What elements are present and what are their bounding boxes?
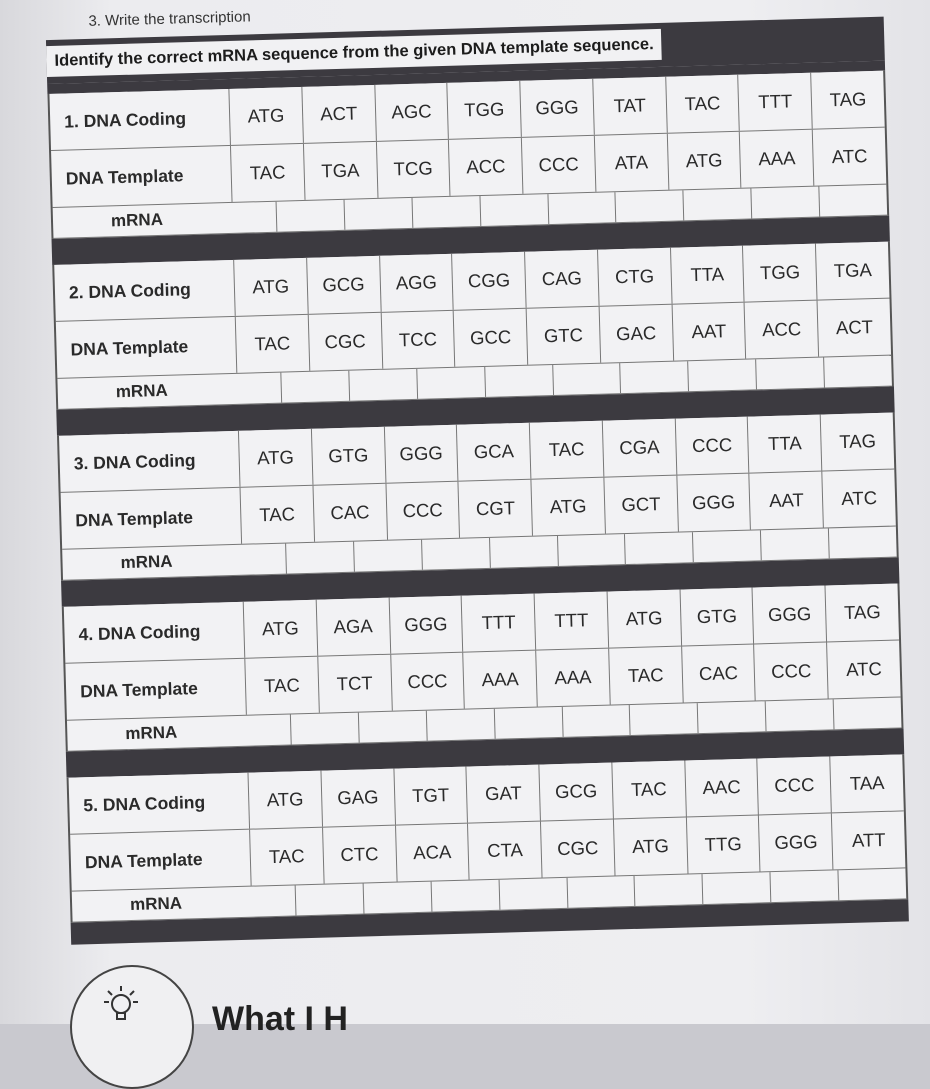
coding-codon: GGG [520, 79, 594, 137]
mrna-answer-cell[interactable] [490, 536, 559, 568]
template-codon: TAC [231, 144, 305, 202]
mrna-answer-cell[interactable] [359, 711, 428, 743]
template-codon: TAC [236, 315, 310, 373]
coding-codon: TGA [833, 259, 873, 282]
mrna-answer-cell[interactable] [485, 365, 554, 397]
mrna-answer-cell[interactable] [698, 701, 767, 733]
template-codon: ATG [532, 478, 606, 536]
coding-codon: TAC [530, 421, 604, 479]
template-codon: AAA [536, 649, 610, 707]
template-codon: AAT [672, 303, 746, 361]
mrna-answer-cell[interactable] [756, 357, 825, 389]
coding-codon: GCA [457, 423, 531, 481]
template-codon: TAC [241, 486, 315, 544]
mrna-answer-cell[interactable] [621, 361, 690, 393]
mrna-answer-cell[interactable] [431, 880, 500, 912]
template-codon: ATC [841, 487, 878, 510]
mrna-answer-cell[interactable] [829, 527, 897, 559]
coding-codon: CAG [525, 250, 599, 308]
template-codon: GTC [527, 307, 601, 365]
coding-codon: TTA [671, 246, 745, 304]
template-codon: CGT [459, 480, 533, 538]
template-row-label: DNA Template [56, 317, 237, 378]
template-codon: ACC [449, 138, 523, 196]
coding-codon: TTT [739, 73, 813, 131]
template-codon: GCC [454, 309, 528, 367]
coding-codon: CGG [452, 252, 526, 310]
coding-codon: GAG [321, 769, 395, 827]
coding-codon: ATG [234, 258, 308, 316]
template-codon: CCC [386, 482, 460, 540]
coding-codon: AGA [316, 598, 390, 656]
mrna-answer-cell[interactable] [824, 356, 892, 388]
template-codon: CCC [391, 653, 465, 711]
mrna-answer-cell[interactable] [494, 707, 563, 739]
mrna-answer-cell[interactable] [630, 703, 699, 735]
template-codon: TCG [376, 140, 450, 198]
sequence-set-3 [57, 413, 899, 581]
template-codon: ACT [835, 316, 874, 339]
mrna-answer-cell[interactable] [761, 528, 830, 560]
mrna-answer-cell[interactable] [277, 200, 346, 232]
mrna-row-label: mRNA [57, 373, 282, 409]
mrna-answer-cell[interactable] [689, 359, 758, 391]
template-codon: TAC [609, 647, 683, 705]
template-codon: CGC [309, 313, 383, 371]
template-codon: CAC [682, 645, 756, 703]
mrna-answer-cell[interactable] [364, 882, 433, 914]
mrna-answer-cell[interactable] [635, 874, 704, 906]
mrna-answer-cell[interactable] [412, 196, 481, 228]
template-codon: CCC [522, 136, 596, 194]
mrna-answer-cell[interactable] [349, 369, 418, 401]
mrna-answer-cell[interactable] [553, 363, 622, 395]
template-codon: CTC [323, 826, 397, 884]
coding-codon: GAT [467, 765, 541, 823]
coding-codon: ATG [248, 771, 322, 829]
coding-codon: ATG [244, 600, 318, 658]
coding-row-label: 1. DNA Coding [49, 89, 230, 150]
template-codon: GCT [604, 476, 678, 534]
mrna-answer-cell[interactable] [693, 530, 762, 562]
template-codon: TCC [381, 311, 455, 369]
template-codon: CCC [755, 642, 829, 700]
mrna-answer-cell[interactable] [417, 367, 486, 399]
transcription-table [46, 17, 909, 945]
coding-codon: AGC [375, 83, 449, 141]
coding-codon: ATG [229, 87, 303, 145]
mrna-answer-cell[interactable] [422, 538, 491, 570]
sequence-set-1 [47, 71, 889, 239]
mrna-answer-cell[interactable] [567, 876, 636, 908]
coding-row-label: 3. DNA Coding [59, 431, 240, 492]
mrna-answer-cell[interactable] [480, 194, 549, 226]
template-codon: TAC [245, 657, 319, 715]
coding-codon: GTG [312, 427, 386, 485]
coding-codon: ACT [302, 85, 376, 143]
template-row-label: DNA Template [70, 830, 251, 891]
mrna-answer-cell[interactable] [427, 709, 496, 741]
template-codon: ACC [745, 301, 819, 359]
coding-codon: TTA [748, 415, 822, 473]
worksheet-paper [40, 0, 930, 1036]
coding-codon: AAC [685, 758, 759, 816]
coding-codon: GGG [384, 425, 458, 483]
mrna-answer-cell[interactable] [499, 878, 568, 910]
coding-codon: TAG [829, 88, 867, 111]
mrna-answer-cell[interactable] [291, 713, 360, 745]
coding-codon: AGG [380, 254, 454, 312]
template-codon: GAC [600, 305, 674, 363]
template-codon: ATG [614, 817, 688, 875]
coding-codon: GGG [753, 586, 827, 644]
template-codon: TTG [687, 815, 761, 873]
template-codon: AAA [464, 651, 538, 709]
coding-codon: ATG [239, 429, 313, 487]
coding-codon: TTT [462, 594, 536, 652]
question-text: 3. Write the transcription [88, 8, 251, 30]
mrna-answer-cell[interactable] [558, 534, 627, 566]
lightbulb-icon [96, 982, 146, 1032]
mrna-answer-cell[interactable] [616, 190, 685, 222]
mrna-row-label: mRNA [72, 885, 297, 921]
template-codon: ACA [396, 824, 470, 882]
mrna-answer-cell[interactable] [752, 187, 821, 219]
next-section-heading: What I H [212, 1000, 348, 1038]
mrna-answer-cell[interactable] [281, 371, 350, 403]
coding-codon: TAG [843, 600, 881, 624]
template-codon: ATC [845, 657, 883, 680]
mrna-answer-cell[interactable] [296, 884, 365, 916]
coding-codon: TTT [535, 592, 609, 650]
mrna-row-label: mRNA [62, 544, 287, 580]
mrna-answer-cell[interactable] [819, 185, 887, 217]
coding-codon: TGG [743, 244, 817, 302]
template-codon: CGC [541, 820, 615, 878]
coding-codon: CTG [598, 248, 672, 306]
template-codon: CTA [468, 822, 542, 880]
coding-codon: GGG [389, 596, 463, 654]
sequence-set-5 [67, 754, 909, 922]
coding-codon: CCC [675, 417, 749, 475]
coding-codon: TGT [394, 767, 468, 825]
coding-codon: TAG [838, 430, 877, 453]
coding-codon: GTG [680, 588, 754, 646]
mrna-answer-cell[interactable] [548, 192, 617, 224]
coding-row-label: 2. DNA Coding [54, 260, 235, 321]
coding-codon: TGG [448, 81, 522, 139]
coding-row-label: 4. DNA Coding [64, 602, 245, 663]
mrna-answer-cell[interactable] [839, 868, 907, 900]
template-row-label: DNA Template [61, 488, 242, 549]
instruction-text: Identify the correct mRNA sequence from the given DNA template sequence. [46, 29, 662, 77]
template-codon: GGG [677, 474, 751, 532]
mrna-row-label: mRNA [53, 202, 278, 238]
mrna-answer-cell[interactable] [625, 532, 694, 564]
template-codon: TAC [250, 828, 324, 886]
coding-codon: GCG [539, 763, 613, 821]
template-codon: TGA [304, 142, 378, 200]
template-row-label: DNA Template [51, 146, 232, 207]
coding-codon: TAC [612, 761, 686, 819]
template-codon: ATT [851, 828, 886, 851]
coding-codon: CGA [603, 419, 677, 477]
coding-codon: GCG [307, 256, 381, 314]
coding-codon: TAA [849, 771, 885, 794]
mrna-answer-cell[interactable] [684, 188, 753, 220]
template-codon: CAC [313, 484, 387, 542]
template-codon: ATC [831, 145, 868, 168]
coding-row-label: 5. DNA Coding [69, 773, 250, 834]
mrna-row-label: mRNA [67, 714, 292, 750]
mrna-answer-cell[interactable] [834, 697, 902, 729]
coding-codon: TAT [593, 77, 667, 135]
template-codon: ATG [667, 132, 741, 190]
template-codon: AAA [740, 130, 814, 188]
mrna-answer-cell[interactable] [703, 872, 772, 904]
mrna-answer-cell[interactable] [354, 540, 423, 572]
mrna-answer-cell[interactable] [344, 198, 413, 230]
template-codon: AAT [750, 472, 824, 530]
sequence-set-2 [52, 242, 894, 410]
sequence-set-4 [62, 583, 904, 751]
mrna-answer-cell[interactable] [766, 699, 835, 731]
template-codon: TCT [318, 655, 392, 713]
coding-codon: TAC [666, 75, 740, 133]
template-codon: GGG [759, 813, 833, 871]
template-row-label: DNA Template [65, 659, 246, 720]
template-codon: ATA [595, 134, 669, 192]
mrna-answer-cell[interactable] [771, 870, 840, 902]
coding-codon: CCC [758, 756, 832, 814]
coding-codon: ATG [607, 590, 681, 648]
mrna-answer-cell[interactable] [562, 705, 631, 737]
mrna-answer-cell[interactable] [286, 542, 355, 574]
